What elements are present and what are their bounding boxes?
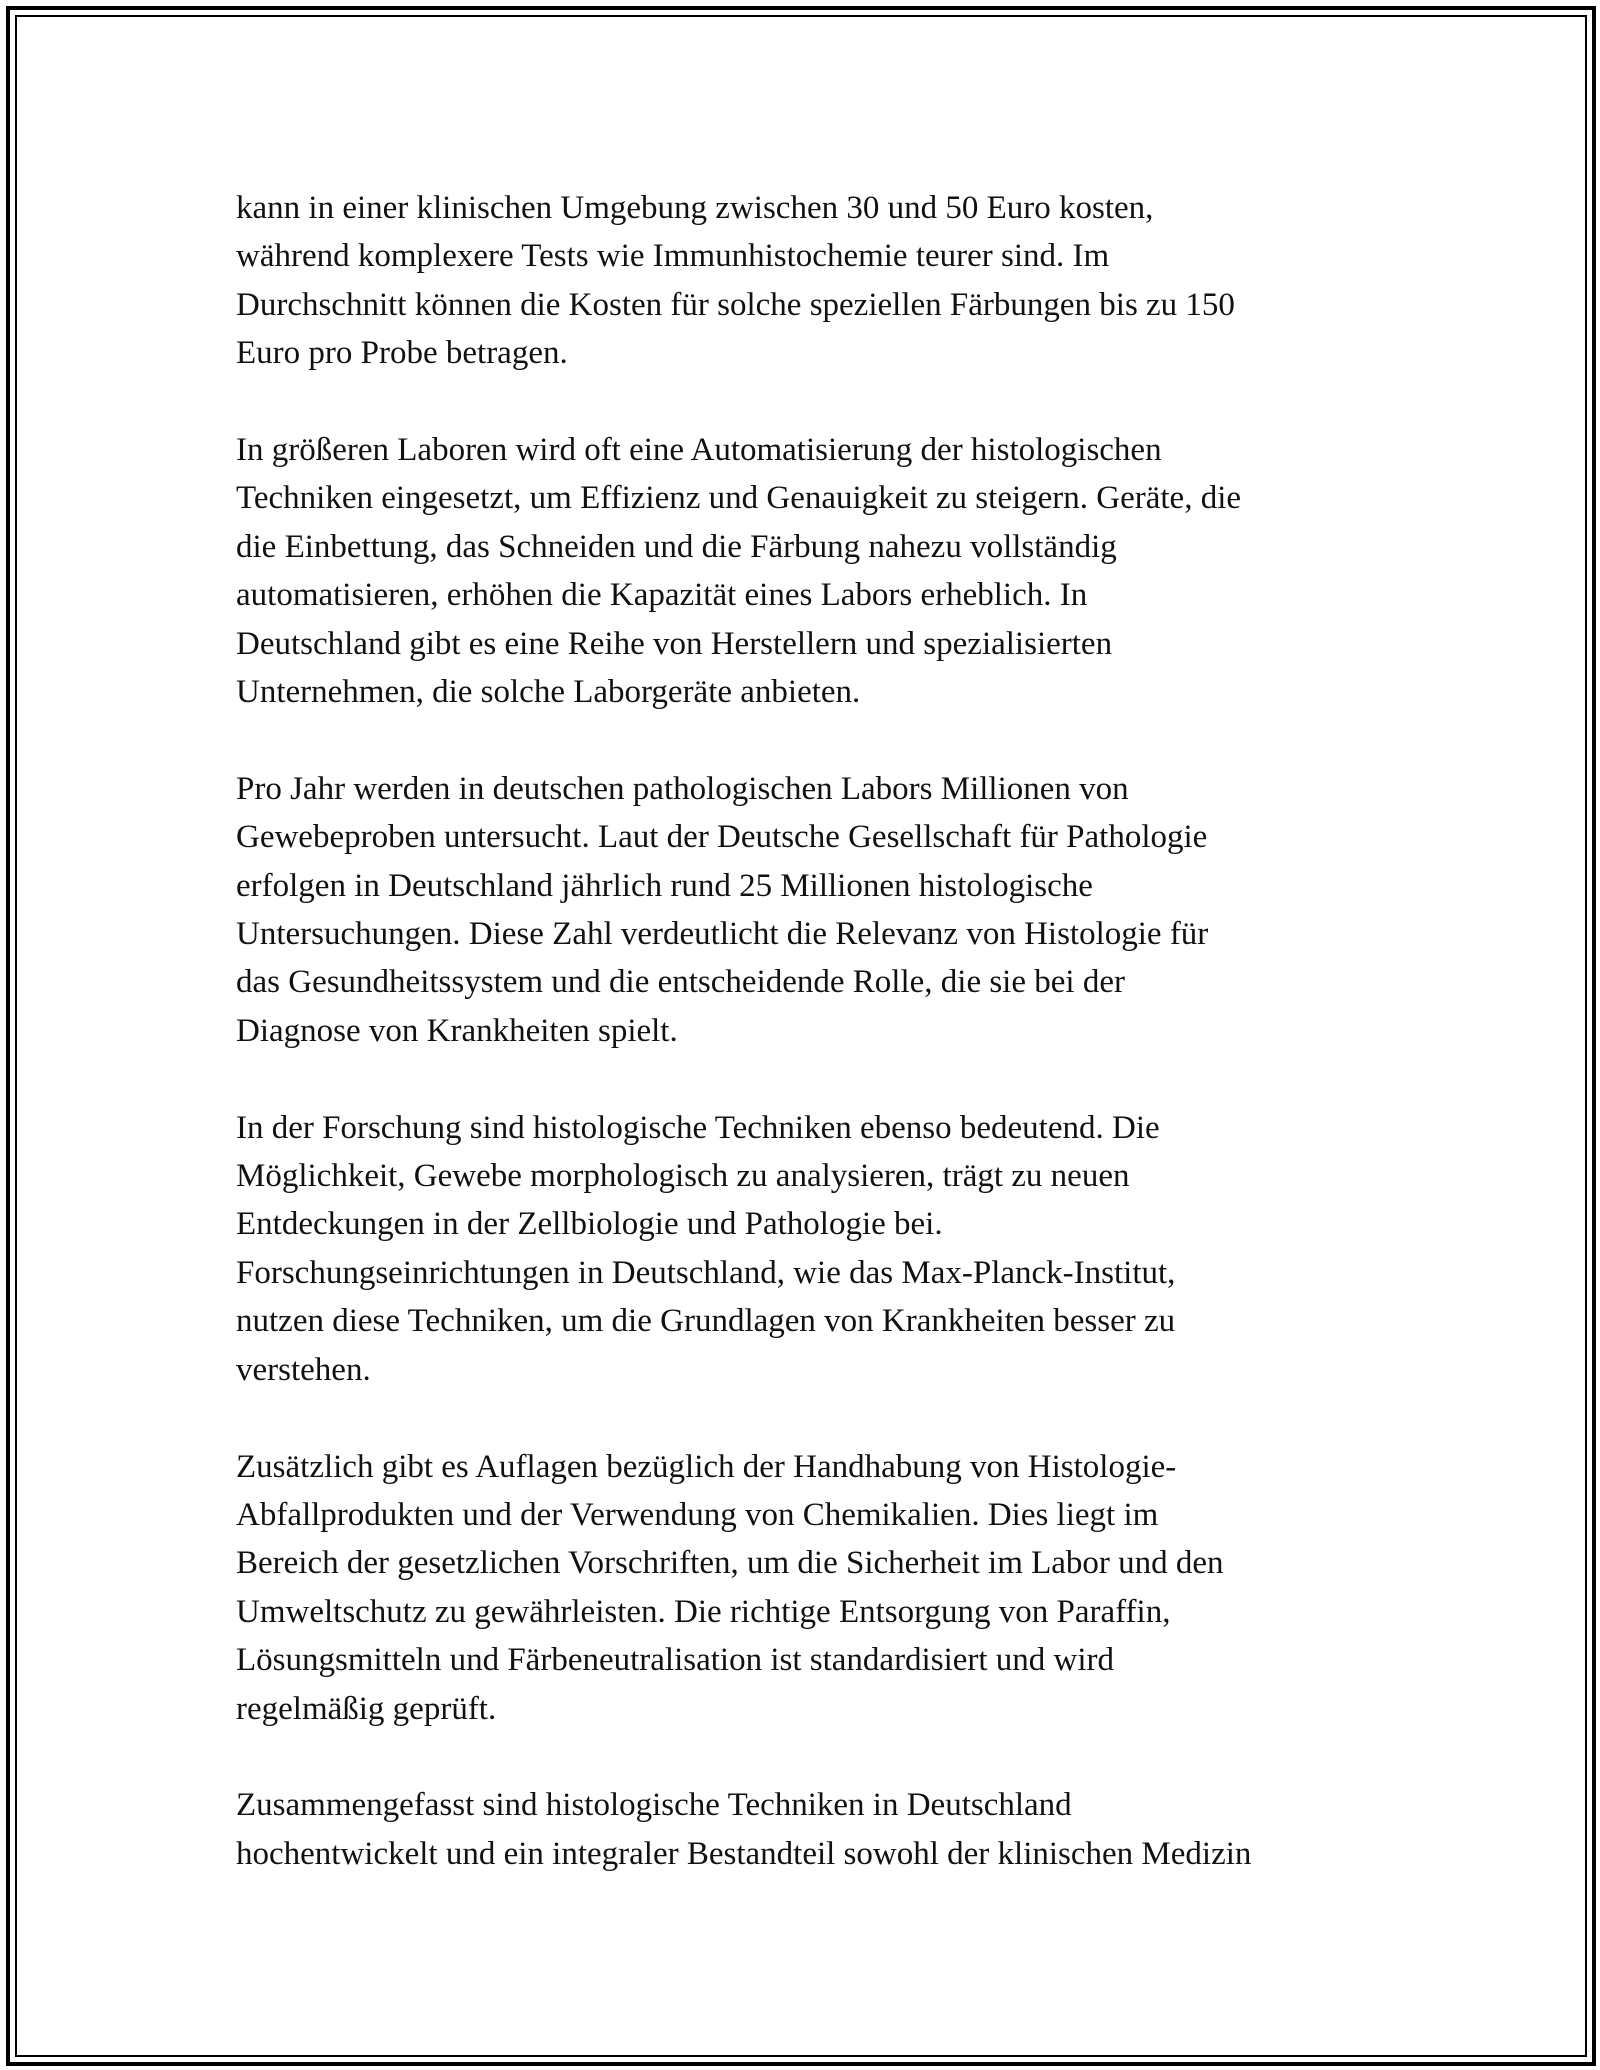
text-line: Bereich der gesetzlichen Vorschriften, um die Sicherheit im Labor und den — [236, 1545, 1224, 1582]
text-line: Umweltschutz zu gewährleisten. Die richtige Entsorgung von Paraffin, — [236, 1593, 1171, 1630]
paragraph-summary — [236, 1781, 1376, 1878]
text-line: In der Forschung sind histologische Techniken ebenso bedeutend. Die — [236, 1109, 1160, 1146]
text-line: Deutschland gibt es eine Reihe von Herstellern und spezialisierten — [236, 625, 1113, 662]
text-line: Entdeckungen in der Zellbiologie und Pathologie bei. — [236, 1206, 943, 1243]
document-body — [236, 184, 1376, 1927]
text-line: das Gesundheitssystem und die entscheidende Rolle, die sie bei der — [236, 964, 1125, 1001]
text-line: Lösungsmitteln und Färbeneutralisation ist standardisiert und wird — [236, 1642, 1115, 1679]
text-line: kann in einer klinischen Umgebung zwischen 30 und 50 Euro kosten, — [236, 190, 1154, 226]
text-line: hochentwickelt und ein integraler Bestandteil sowohl der klinischen Medizin — [236, 1835, 1252, 1872]
text-line: Gewebeproben untersucht. Laut der Deutsche Gesellschaft für Pathologie — [236, 819, 1208, 856]
text-line: Untersuchungen. Diese Zahl verdeutlicht die Relevanz von Histologie für — [236, 916, 1209, 953]
text-line: Zusätzlich gibt es Auflagen bezüglich der Handhabung von Histologie- — [236, 1448, 1177, 1485]
text-line: Pro Jahr werden in deutschen pathologischen Labors Millionen von — [236, 770, 1129, 807]
text-line: In größeren Laboren wird oft eine Automatisierung der histologischen — [236, 432, 1162, 469]
text-line: Möglichkeit, Gewebe morphologisch zu analysieren, trägt zu neuen — [236, 1158, 1130, 1195]
text-line: während komplexere Tests wie Immunhistochemie teurer sind. Im — [236, 238, 1110, 275]
text-line: Unternehmen, die solche Laborgeräte anbieten. — [236, 674, 861, 711]
text-line: verstehen. — [236, 1351, 371, 1388]
text-line: Forschungseinrichtungen in Deutschland, wie das Max-Planck-Institut, — [236, 1254, 1176, 1291]
paragraph-annual-volume — [236, 765, 1376, 1055]
text-line: Zusammengefasst sind histologische Techniken in Deutschland — [236, 1787, 1072, 1824]
text-line: automatisieren, erhöhen die Kapazität eines Labors erheblich. In — [236, 577, 1088, 614]
text-line: die Einbettung, das Schneiden und die Färbung nahezu vollständig — [236, 528, 1117, 565]
paragraph-regulations — [236, 1443, 1376, 1733]
text-line: erfolgen in Deutschland jährlich rund 25 Millionen histologische — [236, 867, 1093, 904]
text-line: nutzen diese Techniken, um die Grundlagen von Krankheiten besser zu — [236, 1303, 1176, 1340]
text-line: Euro pro Probe betragen. — [236, 335, 568, 372]
text-line: Techniken eingesetzt, um Effizienz und Genauigkeit zu steigern. Geräte, die — [236, 480, 1242, 517]
text-line: Durchschnitt können die Kosten für solche speziellen Färbungen bis zu 150 — [236, 286, 1235, 323]
paragraph-automation — [236, 426, 1376, 716]
text-line: regelmäßig geprüft. — [236, 1690, 497, 1727]
text-line: Abfallprodukten und der Verwendung von Chemikalien. Dies liegt im — [236, 1496, 1159, 1533]
paragraph-research — [236, 1104, 1376, 1394]
paragraph-cost — [236, 184, 1376, 378]
text-line: Diagnose von Krankheiten spielt. — [236, 1012, 678, 1049]
